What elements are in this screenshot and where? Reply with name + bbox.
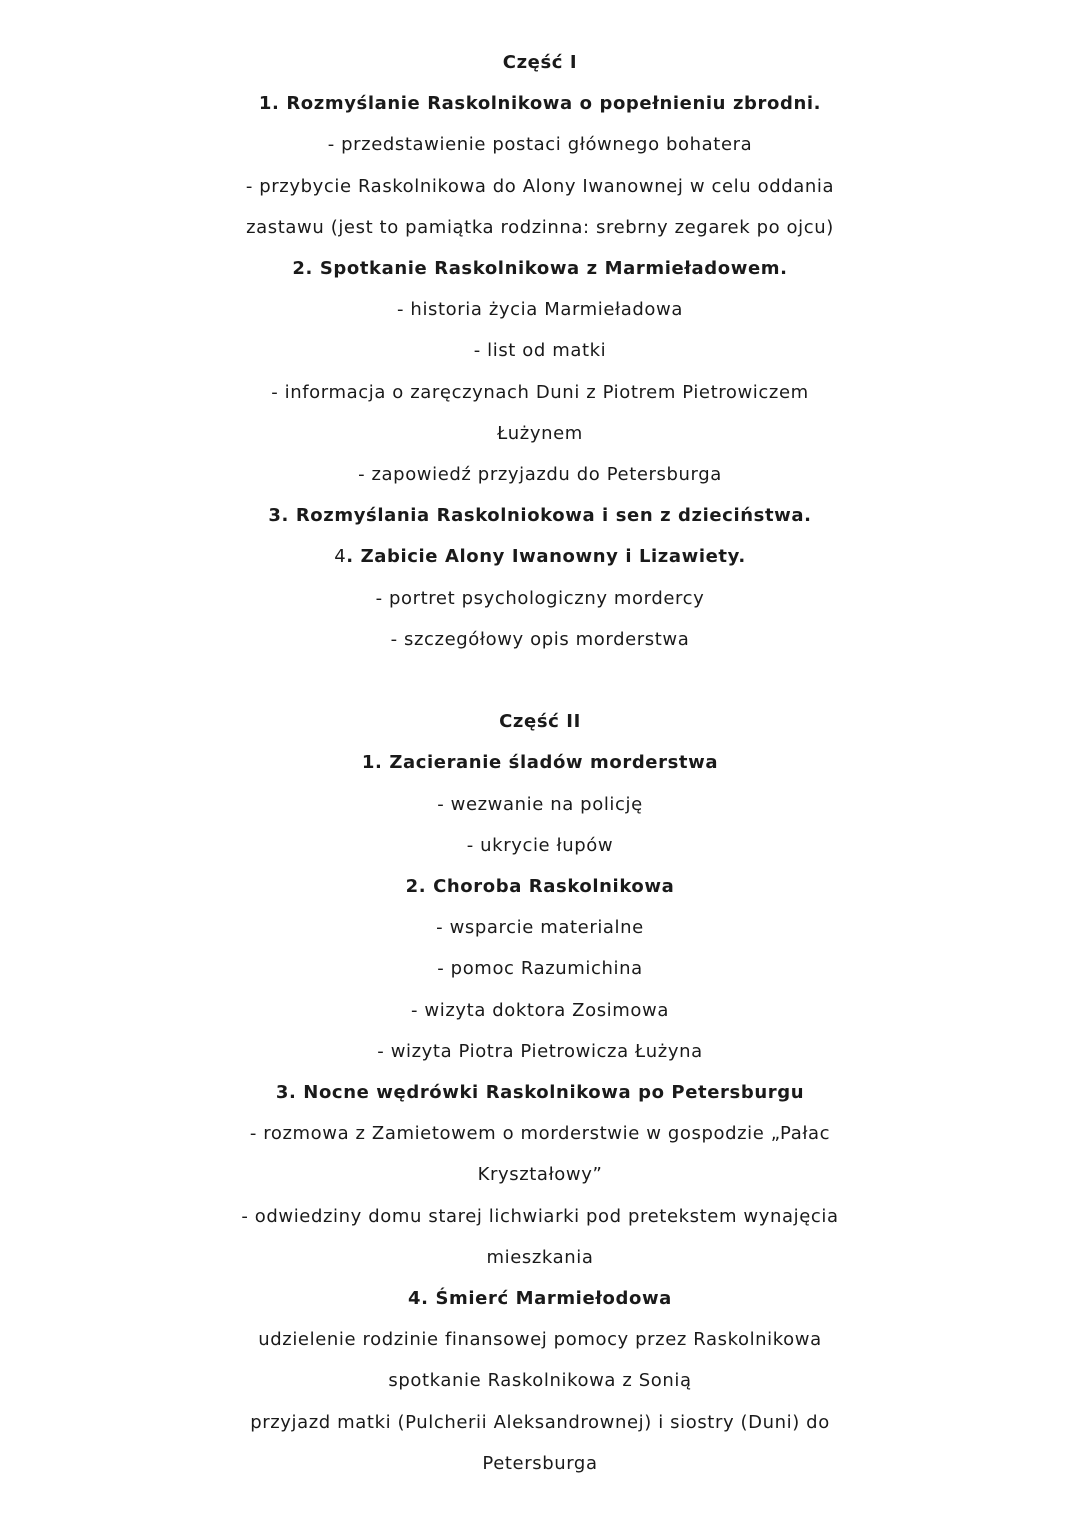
document-page [0,42,1080,1484]
part-2 [0,701,1080,1484]
part-1-section-3-heading: 3. Rozmyślania Raskolniokowa i sen z dzieciństwa. [268,505,812,527]
list-item: - przedstawienie postaci głównego bohatera [327,134,753,156]
list-item: zastawu (jest to pamiątka rodzinna: srebrny zegarek po ojcu) [246,216,834,238]
part-1 [0,42,1080,660]
list-item: - wezwanie na policję [437,793,643,815]
part-2-section-2-heading: 2. Choroba Raskolnikowa [405,876,675,898]
part-1-title: Część I [502,52,578,73]
list-item: - szczegółowy opis morderstwa [390,628,690,650]
part-2-title: Część II [499,711,581,733]
list-item: - portret psychologiczny mordercy [375,587,705,609]
list-item: spotkanie Raskolnikowa z Sonią [388,1370,692,1392]
list-item: - przybycie Raskolnikowa do Alony Iwanownej w celu oddania [245,175,835,197]
list-item: - historia życia Marmieładowa [397,299,683,321]
list-item: - odwiedziny domu starej lichwiarki pod pretekstem wynajęcia [241,1205,839,1227]
list-item: Petersburga [482,1452,598,1474]
list-item: - ukrycie łupów [466,834,614,856]
list-item: - rozmowa z Zamietowem o morderstwie w gospodzie „Pałac [249,1123,831,1145]
list-item: - wsparcie materialne [436,917,644,939]
list-item: - informacja o zaręczynach Duni z Piotrem Pietrowiczem [271,381,809,403]
section-4-number: 4 [334,546,347,568]
part-2-section-4-heading: 4. Śmierć Marmiełodowa [408,1288,672,1310]
section-spacer [0,660,1080,701]
part-1-section-4-heading [0,536,1080,577]
section-4-title: . Zabicie Alony Iwanowny i Lizawiety. [346,546,746,568]
part-2-section-3-heading: 3. Nocne wędrówki Raskolnikowa po Petersburgu [275,1082,805,1104]
part-1-section-2-heading: 2. Spotkanie Raskolnikowa z Marmieładowem. [292,258,788,280]
list-item: - wizyta doktora Zosimowa [411,999,669,1021]
list-item: przyjazd matki (Pulcherii Aleksandrownej) i siostry (Duni) do [250,1411,830,1433]
list-item: - list od matki [473,340,607,362]
part-2-section-1-heading: 1. Zacieranie śladów morderstwa [361,752,719,774]
part-1-section-1-heading: 1. Rozmyślanie Raskolnikowa o popełnieniu zbrodni. [258,93,822,115]
list-item: Kryształowy” [477,1164,603,1186]
list-item: udzielenie rodzinie finansowej pomocy przez Raskolnikowa [258,1329,822,1351]
list-item: - pomoc Razumichina [437,958,643,980]
list-item: - wizyta Piotra Pietrowicza Łużyna [377,1040,703,1062]
list-item: - zapowiedź przyjazdu do Petersburga [358,464,722,486]
list-item: mieszkania [486,1246,594,1268]
list-item: Łużynem [497,422,583,444]
